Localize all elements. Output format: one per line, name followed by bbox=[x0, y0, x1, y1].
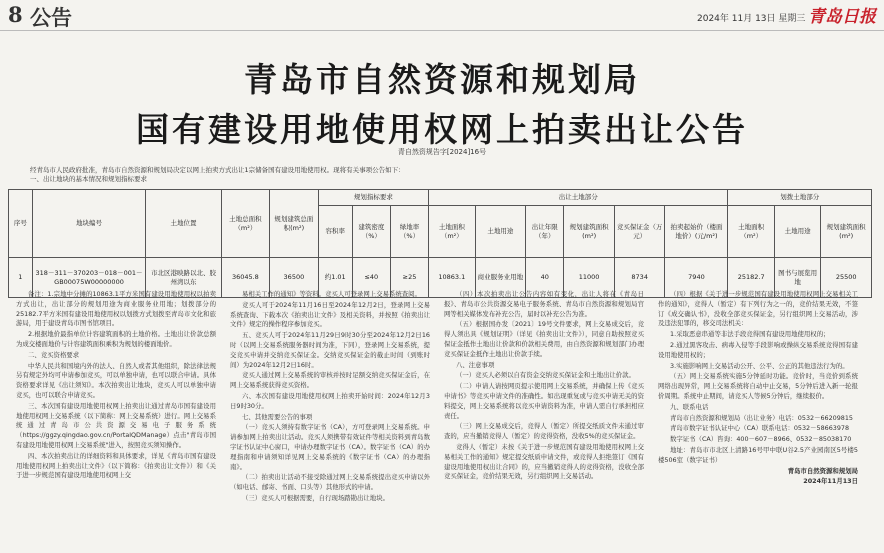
paragraph: 七、其他需要公告的事项 bbox=[242, 412, 313, 421]
header-density: 建筑密度（%） bbox=[352, 206, 390, 258]
cell-alloc-land-area: 25182.7 bbox=[728, 258, 774, 298]
paragraph: 四、本次拍卖出让的详细资料和具体要求，详见《青岛市国有建设用地使用权网上拍卖出让文件》（以下简称：《拍卖出让文件》）和《关于进一步规范国有建设用地使用权网上交 bbox=[16, 451, 216, 480]
paragraph: 竞得人（暂定）未按《关于进一步规范国有建设用地使用权网上交易相关工作的通知》规定提交纸质申请文件，或竞得人拒绝签订《国有建设用地使用权出让合同》的，应当撤销竞得人的竞得资格，没收全部竞买保证金，竞价结果无效，另行组织网上交易活动。 bbox=[444, 442, 644, 481]
cell-alloc-use: 图书与展览用地 bbox=[774, 258, 820, 298]
section-name: 公告 bbox=[30, 5, 72, 30]
header-alloc-land-area: 土地面积（m²） bbox=[728, 206, 774, 258]
header-land-area: 土地面积（m²） bbox=[429, 206, 475, 258]
paragraph: （四）根据《关于进一步规范国有建设用地使用权网上交易相关工作的通知》，竞得人（暂定）有下列行为之一的，竞价结果无效，不签订《成交确认书》，没收全部竞买保证金，另行组织网上交易活动，涉及违法犯罪的，移交司法机关： bbox=[658, 290, 858, 328]
header-deposit: 竞买保证金（万元） bbox=[614, 206, 665, 258]
body-column-4 bbox=[658, 290, 858, 488]
header-location: 土地位置 bbox=[146, 190, 221, 258]
paragraph: （五）网上交易系统实施5分钟延时功能。竞价时，当竞价到系统网络出现异常，网上交易系统将自动中止交易，5分钟后进入新一轮报价周期。系统中止期间，请竞买人等候5分钟后，继续报价。 bbox=[658, 372, 858, 400]
announcement-title-line2: 国有建设用地使用权网上拍卖出让公告 bbox=[136, 110, 748, 149]
document-number: 青自然资规告字[2024]16号 bbox=[397, 148, 487, 156]
parcel-table bbox=[8, 189, 872, 298]
signature-date: 2024年11月13日 bbox=[803, 477, 858, 486]
header-start-price: 拍卖起始价（楼面地价）(元/m²) bbox=[665, 206, 728, 258]
paragraph: 八、注意事项 bbox=[456, 360, 495, 369]
paragraph: 备注：1.宗地中分摊的10863.1平方米国有建设用地使用权以拍卖方式出让，出让部分的规划用途为商业服务业用地；划拨部分的25182.7平方米国有建设用地使用权以划拨方式划拨至青岛市文化和旅游局，用于建设青岛市图书馆项目。 bbox=[16, 290, 216, 328]
paragraph: 2.根据地价最指单位计容建筑面积的土地价格。土地出让价款总额为成交楼面地价与计容建筑面积乘积为规划的楼面地价。 bbox=[16, 330, 216, 348]
header-alloc-building: 规划建筑面积(m²) bbox=[821, 206, 872, 258]
paragraph: （四）本次拍卖出让公告内容如有变化，出让人将在《青岛日报》、青岛市公共资源交易电子服务系统、青岛市自然资源和规划局官网等相关媒体发布补充公告，届时以补充公告为准。 bbox=[444, 290, 644, 318]
paragraph: 中华人民共和国境内外的法人、自然人或者其他组织，除法律法规另有规定外均可申请参加竞买，可以单独申请，也可以联合申请。具体资格要求详见《出让须知》。本次拍卖出让地块，竞买人可以单独申请竞买，也可以联合申请竞买。 bbox=[16, 361, 216, 399]
paragraph: 五、竞买人可于2024年11月29日9时30分至2024年12月2日16时（以网上交易系统服务器时间为准，下同），登录网上交易系统，提交竞买申请并交纳竞买保证金。交纳竞买保证金的截止时间（到账时间）为2024年12月2日16时。 bbox=[230, 331, 430, 369]
body-column-3 bbox=[444, 290, 644, 483]
body-columns bbox=[16, 290, 872, 545]
cell-land-use: 商业服务业用地 bbox=[475, 258, 526, 298]
body-column-2 bbox=[230, 290, 430, 505]
paragraph: 数字证书（CA）咨询：400－607－8966、0532－85038170 bbox=[670, 435, 852, 444]
header-building-area: 规划建筑面积(m²) bbox=[564, 206, 615, 258]
cell-building-area: 11000 bbox=[564, 258, 615, 298]
header-total-area: 土地总面积（m²） bbox=[221, 190, 270, 258]
paragraph: 三、本次国有建设用地使用权网上拍卖出让通过青岛市国有建设用地使用权网上交易系统（以下简称：网上交易系统）进行。网上交易系统通过青岛市公共资源交易电子服务系统（https://ggzy.qingdao.gov.cn/PortalQDManage）点击"青岛市国有建设用地使用权网上交易系统"进入，按照竞买须知操作。 bbox=[16, 401, 216, 449]
paragraph: 3.实施影响网上交易活动公开、公平、公正的其他违法行为的。 bbox=[670, 361, 849, 370]
header-planned-area: 规划建筑总面积(m²) bbox=[270, 190, 319, 258]
group-land-part: 出让土地部分 bbox=[429, 190, 728, 206]
paragraph: 二、竞买资格要求 bbox=[28, 350, 80, 359]
issue-date: 2024年 11月 13日 星期三 bbox=[697, 14, 806, 24]
newspaper-logo: 青岛日报 bbox=[808, 7, 876, 27]
cell-far: 约1.01 bbox=[318, 258, 352, 298]
header-years: 出让年限（年） bbox=[526, 206, 564, 258]
page-number: 8 bbox=[8, 2, 23, 27]
paragraph: 地址：青岛市市北区上清路16号甲中联U谷2.5产业园南区5号楼5楼506室（数字证书） bbox=[658, 445, 858, 464]
header-seq: 序号 bbox=[9, 190, 33, 258]
paragraph: （二）拍卖出让活动不接受除通过网上交易系统提出竞买申请以外（如电话、邮寄、书面、口头等）其他形式的申请。 bbox=[230, 473, 430, 492]
paragraph: 竞买人通过网上交易系统的审核并按时足额交纳竞买保证金后，在网上交易系统获得竞买资格。 bbox=[230, 371, 430, 390]
paragraph: （三）竞买人可根据需要，自行现场踏勘出让地块。 bbox=[242, 493, 389, 502]
cell-seq: 1 bbox=[9, 258, 33, 298]
cell-years: 40 bbox=[526, 258, 564, 298]
intro-line: 经青岛市人民政府批准，青岛市自然资源和规划局决定以网上拍卖方式出让1宗储备国有建设用地使用权。现将有关事项公告如下： bbox=[30, 166, 405, 174]
paragraph: （五）根据国办发〔2021〕19号文件要求，网上交易成交后，竞得人须出具《规划证明》（详见《拍卖出让文件》），同意自助按照竞买保证金抵作土地出让价款和价款相关费用，由自然资源和规划部门办理竞买保证金抵作土地出让价款手续。 bbox=[444, 320, 644, 358]
header-alloc-use: 土地用途 bbox=[774, 206, 820, 258]
cell-land-area: 10863.1 bbox=[429, 258, 475, 298]
announcement-title-line1: 青岛市自然资源和规划局 bbox=[244, 60, 640, 99]
paragraph: 易相关工作的通知》等资料。竞买人可登录网上交易系统查阅。 bbox=[242, 290, 421, 298]
cell-total-area: 36045.8 bbox=[221, 258, 270, 298]
header-green: 绿地率（%） bbox=[390, 206, 428, 258]
paragraph: 青岛市自然资源和规划局（出让业务）电话：0532－66209815 bbox=[670, 413, 853, 422]
cell-parcel-no: 318－311－370203－018－001－GB00075W00000000 bbox=[32, 258, 146, 298]
intro-text bbox=[18, 166, 868, 184]
cell-start-price: 7940 bbox=[665, 258, 728, 298]
group-planning: 规划指标要求 bbox=[318, 190, 428, 206]
cell-alloc-building: 25500 bbox=[821, 258, 872, 298]
paragraph: （一）竞买人须持有数字证书（CA），方可登录网上交易系统。申请参加网上拍卖出让活动。竞买人须携带有效证件等相关资料到青岛数字证书认证中心窗口，申请办理数字证书（CA）。数字证书（CA）的办理指南和申请须知详见网上交易系统的《数字证书（CA）的办理指南》。 bbox=[230, 423, 430, 471]
paragraph: 六、本次国有建设用地使用权网上拍卖开始时间：2024年12月3日9时30分。 bbox=[230, 391, 430, 410]
signature-org: 青岛市自然资源和规划局 bbox=[787, 466, 858, 475]
cell-planned-area: 36500 bbox=[270, 258, 319, 298]
paragraph: （二）申请人请按网页提示使用网上交易系统，并确保上传《竞买申请书》等竞买申请文件的准确性。如出现重复或与竞买申请无关的资料提交，网上交易系统将以竞买申请资料为准，申请人需自行承担相应责任。 bbox=[444, 382, 644, 420]
page-header bbox=[0, 0, 884, 31]
paragraph: 2.通过黑客攻击、病毒入侵等手段影响或操纵交易系统竞得国有建设用地使用权的； bbox=[658, 340, 858, 359]
header-land-use: 土地用途 bbox=[475, 206, 526, 258]
cell-location: 市北区港映路以北、胶州湾以东 bbox=[146, 258, 221, 298]
body-column-1 bbox=[16, 290, 216, 482]
cell-deposit: 8734 bbox=[614, 258, 665, 298]
group-allocation: 划拨土地部分 bbox=[728, 190, 872, 206]
cell-density: ≤40 bbox=[352, 258, 390, 298]
paragraph: 竞买人可于2024年11月16日至2024年12月2日，登录网上交易系统查询、下载本次《拍卖出让文件》及相关资料，并按照《拍卖出让文件》规定的操作程序参加竞买。 bbox=[230, 300, 430, 329]
paragraph: 青岛市数字证书认证中心（CA）联系电话：0532－58663978 bbox=[670, 424, 850, 433]
paragraph: 1.采取恶意串通等非法手段竞得国有建设用地使用权的； bbox=[670, 330, 830, 339]
paragraph: （一）竞买人必须以自有资金交纳竞买保证金和土地出让价款。 bbox=[456, 371, 635, 380]
cell-green: ≥25 bbox=[390, 258, 428, 298]
section-heading: 一、出让地块的基本情况和规划指标要求 bbox=[30, 175, 147, 183]
header-far: 容积率 bbox=[318, 206, 352, 258]
paragraph: 九、联系电话 bbox=[670, 402, 709, 411]
paragraph: （三）网上交易成交后，竞得人（暂定）所提交纸质文件未通过审查的，应当撤销竞得人（暂定）的竞得资格，没收5%的竞买保证金。 bbox=[444, 422, 644, 441]
header-parcel-no: 地块编号 bbox=[32, 190, 146, 258]
